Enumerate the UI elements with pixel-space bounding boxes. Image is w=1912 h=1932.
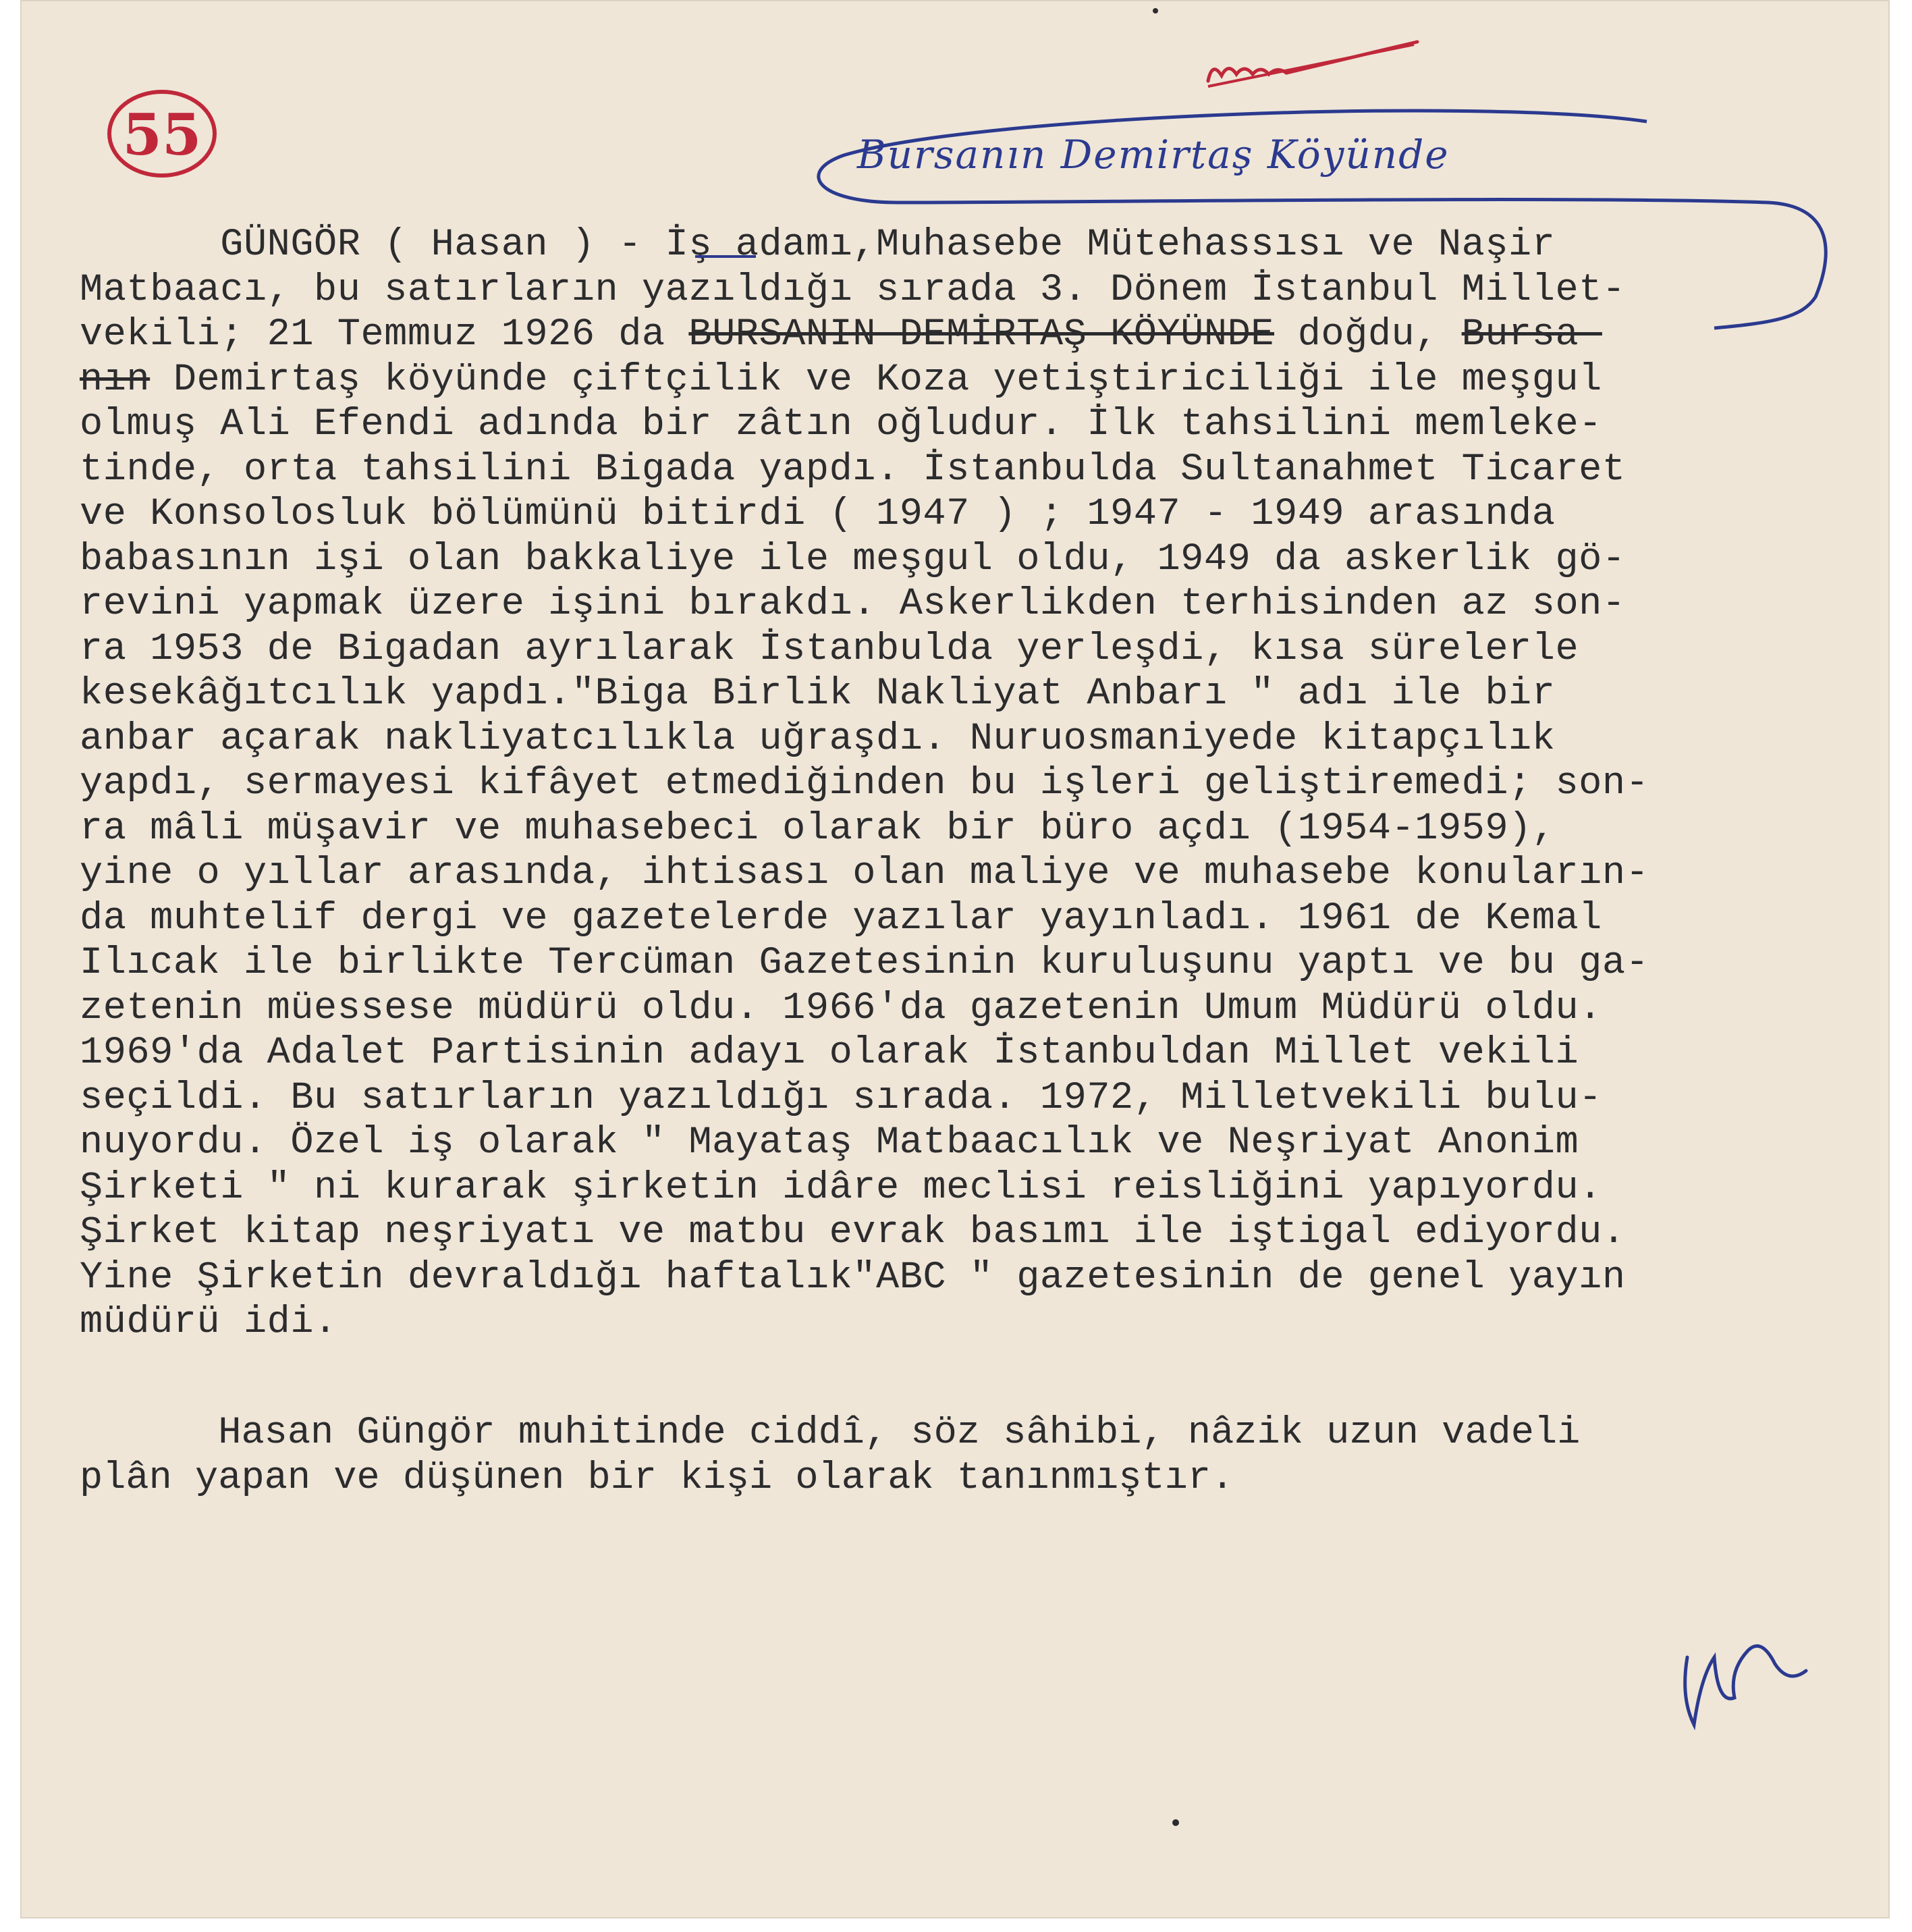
typed-line xyxy=(80,807,1861,852)
line-text: olmuş Ali Efendi adında bir zâtın oğludur. İlk tahsilini memleke- xyxy=(80,403,1602,446)
line-text: ve Konsolosluk bölümünü bitirdi ( 1947 ) ; 1947 - 1949 arasında xyxy=(80,493,1556,536)
line-text: vekili; 21 Temmuz 1926 da xyxy=(80,313,689,356)
line-text: Demirtaş köyünde çiftçilik ve Koza yetiştiriciliği ile meşgul xyxy=(150,358,1602,402)
typed-line xyxy=(80,358,1861,403)
typed-line xyxy=(80,313,1861,358)
typed-line xyxy=(80,1166,1861,1211)
typed-line xyxy=(80,1210,1861,1256)
typed-paragraph-2 xyxy=(80,1411,1580,1501)
line-text: seçildi. Bu satırların yazıldığı sırada. 1972, Milletvekili bulu- xyxy=(80,1076,1602,1120)
typed-line xyxy=(80,851,1861,896)
typed-line xyxy=(80,537,1861,583)
line-text: Matbaacı, bu satırların yazıldığı sırada 3. Dönem İstanbul Millet- xyxy=(80,268,1626,312)
line-text: kesekâğıtcılık yapdı."Biga Birlik Nakliyat Anbarı " adı ile bir xyxy=(80,672,1556,716)
typed-line xyxy=(80,896,1861,942)
line-text: 1969'da Adalet Partisinin adayı olarak İstanbuldan Millet vekili xyxy=(80,1031,1579,1075)
typed-line: Hasan Güngör muhitinde ciddî, söz sâhibi, nâzik uzun vadeli xyxy=(80,1412,1581,1455)
line-text: yine o yıllar arasında, ihtisası olan maliye ve muhasebe konuların- xyxy=(80,852,1649,895)
typed-line xyxy=(80,492,1861,537)
line-text: nuyordu. Özel iş olarak " Mayataş Matbaacılık ve Neşriyat Anonim xyxy=(80,1121,1579,1164)
typed-line xyxy=(80,717,1861,762)
typed-line xyxy=(80,582,1861,627)
page-number: 55 xyxy=(122,101,202,168)
typed-line xyxy=(80,402,1861,448)
typed-line xyxy=(80,268,1861,313)
typed-line xyxy=(80,627,1861,672)
typed-line xyxy=(80,672,1861,717)
line-text: ra 1953 de Bigadan ayrılarak İstanbulda yerleşdi, kısa sürelerle xyxy=(80,627,1579,671)
struck-text: BURSANIN DEMİRTAŞ KÖYÜNDE xyxy=(688,313,1274,356)
line-text: ra mâli müşavir ve muhasebeci olarak bir büro açdı (1954-1959), xyxy=(80,807,1556,851)
line-text: revini yapmak üzere işini bırakdı. Askerlikden terhisinden az son- xyxy=(80,583,1626,626)
line-text: Yine Şirketin devraldığı haftalık"ABC " gazetesinin de genel yayın xyxy=(80,1256,1626,1299)
line-text: da muhtelif dergi ve gazetelerde yazılar yayınladı. 1961 de Kemal xyxy=(80,896,1602,940)
typed-line xyxy=(80,1300,1861,1345)
struck-text: Bursa- xyxy=(1461,313,1602,356)
handwritten-insert: Bursanın Demirtaş Köyünde xyxy=(857,132,1450,178)
line-text: müdürü idi. xyxy=(80,1301,337,1344)
line-text: tinde, orta tahsilini Bigada yapdı. İstanbulda Sultanahmet Ticaret xyxy=(80,448,1626,491)
typed-line xyxy=(80,986,1861,1031)
typed-line xyxy=(80,223,1861,268)
line-text: GÜNGÖR ( Hasan ) - İş adamı,Muhasebe Mütehassısı ve Naşir xyxy=(80,223,1556,267)
line-text: Şirketi " ni kurarak şirketin idâre meclisi reisliğini yapıyordu. xyxy=(80,1166,1602,1210)
typed-line xyxy=(80,1076,1861,1121)
line-text: Ilıcak ile birlikte Tercüman Gazetesinin kuruluşunu yaptı ve bu ga- xyxy=(80,942,1649,985)
line-text: yapdı, sermayesi kifâyet etmediğinden bu işleri geliştiremedi; son- xyxy=(80,762,1649,805)
struck-text: nın xyxy=(80,358,151,402)
line-text: Şirket kitap neşriyatı ve matbu evrak basımı ile iştigal ediyordu. xyxy=(80,1211,1626,1254)
typed-line xyxy=(80,761,1861,807)
typed-line xyxy=(80,1256,1861,1301)
line-text: doğdu, xyxy=(1274,313,1462,356)
line-text: babasının işi olan bakkaliye ile meşgul oldu, 1949 da askerlik gö- xyxy=(80,537,1626,581)
typed-line xyxy=(80,1031,1861,1076)
typed-line xyxy=(80,448,1861,493)
typed-line xyxy=(80,941,1861,986)
typed-line: plân yapan ve düşünen bir kişi olarak tanınmıştır. xyxy=(80,1456,1234,1500)
line-text: anbar açarak nakliyatcılıkla uğraşdı. Nuruosmaniyede kitapçılık xyxy=(80,717,1556,761)
typed-line xyxy=(80,1121,1861,1166)
typed-paragraph-1 xyxy=(80,223,1861,1345)
line-text: zetenin müessese müdürü oldu. 1966'da gazetenin Umum Müdürü oldu. xyxy=(80,986,1602,1030)
